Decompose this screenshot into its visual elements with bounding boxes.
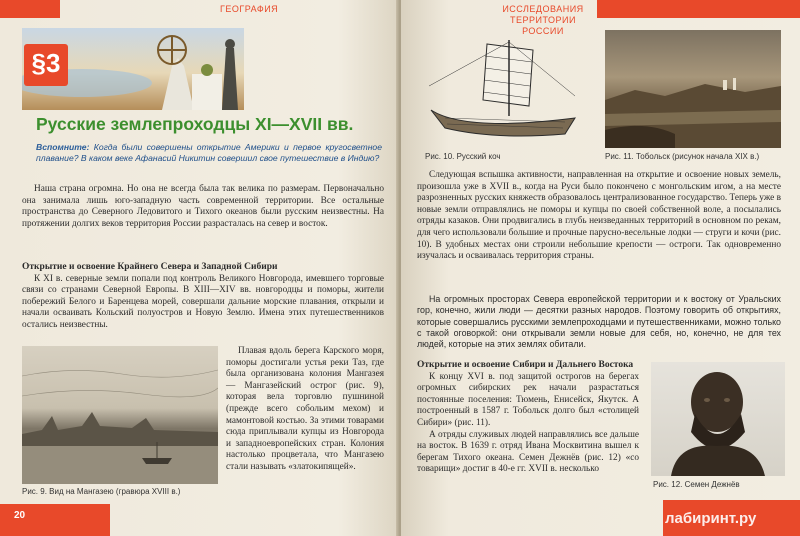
right-para-1: Следующая вспышка активности, направленная на открытие и освоение новых земель, произошла уже в XVII в., когда на Руси было покончено с монгольским игом, а на месте разрозненных русских княжеств образовалось централизованное государство. Теперь уже в новые земли отправлялись не поморы и купцы по своей собственной воле, а посылались отряды казаков. Они продвигались в глубь неизведанных территорий в основном по рекам, для чего использовали большие и прочные парусно-весельные лодки — струги и кочи (рис. 10). В удобных местах они строили небольшие крепости — остроги. Так одновременно изучалась и осваивалась территория страны. <box>417 170 781 262</box>
right-para-2-block <box>417 294 781 350</box>
fig12-caption: Рис. 12. Семен Дежнёв <box>653 480 740 489</box>
left-intro <box>22 184 384 230</box>
fig12-dezhnev-bust <box>651 362 785 476</box>
right-para-3: К концу XVI в. под защитой острогов на берегах огромных сибирских рек начали разрастаться постоянные поселения: Тюмень, Енисейск, Якутск. А построенный в 1587 г. Тобольск долго был «столицей Сибири» (рис. 11). <box>417 371 639 428</box>
fig9-engraving <box>22 346 218 484</box>
remember-text: Когда были совершены открытие Америки и первое кругосветное плавание? В каком веке Афанасий Никитин совершил свое путешествие в Индию? <box>36 142 382 163</box>
right-header <box>493 4 593 37</box>
remember-label: Вспомните: <box>36 142 90 152</box>
fig11-caption: Рис. 11. Тобольск (рисунок начала XIX в.) <box>605 152 760 161</box>
left-section-1 <box>22 262 384 332</box>
page-number: 20 <box>14 510 26 521</box>
remember-block <box>36 142 382 164</box>
section-badge: §3 <box>31 48 61 78</box>
left-header: ГЕОГРАФИЯ <box>220 4 279 14</box>
right-para-4: А отряды служивых людей направлялись все дальше на восток. В 1639 г. отряд Ивана Москвитина вышел к берегам Тихого океана. Семен Дежнёв (рис. 12) «со товарищи» достиг в 40-е гг. XVII в. несколько <box>417 429 639 475</box>
left-para-2: К XI в. северные земли попали под контроль Великого Новгорода, имевшего торговые связи со странами Северной Европы. В XIII—XIV вв. новгородцы и поморы, жители побережий Белого и Баренцева морей, совершали дальние морские плавания, открыли и начали осваивать Кольский полуостров и Новую Землю. Имена этих путешественников остались неизвестны. <box>22 273 384 330</box>
header-bar-left <box>0 0 60 18</box>
watermark-text: лабиринт.ру <box>665 510 757 527</box>
right-section-2 <box>417 360 639 476</box>
right-section-intro <box>417 170 781 263</box>
fig9-caption: Рис. 9. Вид на Мангазею (гравюра XVIII в.) <box>22 487 181 496</box>
right-header-line-1: ИССЛЕДОВАНИЯ <box>502 4 584 14</box>
left-para-3-block <box>226 346 384 474</box>
left-page <box>0 0 398 536</box>
right-para-2: На огромных просторах Севера европейской территории и к востоку от Уральских гор, конечно, жили люди — десятки разных народов. Поэтому говорить об открытиях, которые совершались русскими землепроходцами и путешественниками, можно только с такой оговоркой: они открывали земли новые для себя, но, конечно, не для тех людей, которые на этих землях обитали. <box>417 294 781 350</box>
right-header-line-2: ТЕРРИТОРИИ РОССИИ <box>509 15 576 36</box>
header-bar-right <box>597 0 800 18</box>
left-para-3: Плавая вдоль берега Карского моря, поморы достигали устья реки Таз, где была организована колония Мангазея — Мангазейский острог (рис. 9), которая вела торговлю пушниной (прежде всего собольим мехом) и мамонтовой костью. За этими товарами сюда приплывали купцы из Новгорода и западноевропейских стран. Колония настолько процветала, что Мангазею стали называть «златокипящей». <box>226 346 384 472</box>
fig11-tobolsk-painting <box>605 30 781 148</box>
right-page <box>401 0 800 536</box>
left-para-1: Наша страна огромна. Но она не всегда была так велика по размерам. Первоначально она занимала лишь юго-западную часть современной территории. Все остальные пространства до Северного Ледовитого и Тихого океанов были русским неизвестны. На протяжении долгих веков территория России разрасталась на север и восток. <box>22 184 384 229</box>
subheading-siberia: Открытие и освоение Сибири и Дальнего Востока <box>417 360 634 370</box>
fig10-caption: Рис. 10. Русский коч <box>425 152 501 161</box>
page-title: Русские землепроходцы XI—XVII вв. <box>36 114 354 134</box>
fig10-ship-drawing <box>425 36 585 148</box>
subheading-north: Открытие и освоение Крайнего Севера и Западной Сибири <box>22 262 278 272</box>
